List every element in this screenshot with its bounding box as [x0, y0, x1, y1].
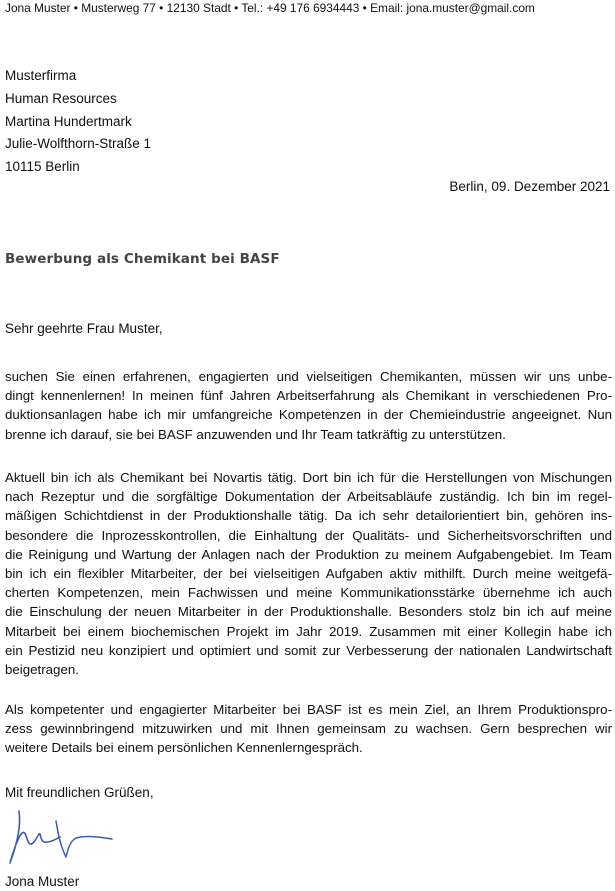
- recipient-company: Musterfirma: [5, 68, 77, 83]
- signer-name: Jona Muster: [5, 874, 80, 889]
- text-line: die Einschulung der neuen Mitarbeiter in der Produktionshalle. Besonders stolz bin ich auf meine: [5, 604, 612, 620]
- subject-line: Bewerbung als Chemikant bei BASF: [5, 251, 280, 267]
- recipient-address: [5, 65, 151, 179]
- salutation: Sehr geehrte Frau Muster,: [5, 321, 163, 336]
- text-line: Als kompetenter und engagierter Mitarbeiter bei BASF ist es mein Ziel, an Ihrem Produktionspro-: [5, 702, 612, 717]
- paragraph-motivation: [5, 700, 612, 758]
- text-line: cherten Kompetenzen, mein Fachwissen und meine Kommunikationsstärke übernehme ich auch: [5, 585, 612, 601]
- text-line: bin ich ein flexibler Mitarbeiter, der bei vielseitigen Aufgaben aktiv mithilft. Durch meine weitgefä-: [5, 566, 612, 582]
- recipient-name: Martina Hundertmark: [5, 113, 132, 129]
- text-line: beigetragen.: [5, 662, 79, 678]
- text-line: Aktuell bin ich als Chemikant bei Novartis tätig. Dort bin ich für die Herstellungen von Mischungen: [5, 470, 612, 485]
- sender-contact-line: Jona Muster • Musterweg 77 • 12130 Stadt • Tel.: +49 176 6934443 • Email: jona.muster@gmail.com: [5, 1, 535, 15]
- text-line: brenne ich darauf, sie bei BASF anzuwenden und Ihr Team tatkräftig zu unterstützen.: [5, 426, 506, 442]
- recipient-city: 10115 Berlin: [5, 159, 80, 175]
- text-line: Mitarbeit bei einem biochemischen Projekt im Jahr 2019. Zusammen mit einer Kollegin habe ich: [5, 623, 612, 639]
- text-line: duktionsanlagen habe ich mir umfangreiche Kompetenzen in der Chemieindustrie angeeignet. Nun: [5, 407, 612, 423]
- text-line: zess gewinnbringend mitzuwirken und mit Ihnen gemeinsam zu wachsen. Gern besprechen wir: [5, 721, 612, 737]
- text-line: besondere die Inprozesskontrollen, die Einhaltung der Qualitäts- und Sicherheitsvorschriften und: [5, 527, 612, 543]
- text-line: weitere Details bei einem persönlichen Kennenlerngespräch.: [5, 740, 363, 756]
- recipient-department: Human Resources: [5, 90, 117, 106]
- recipient-street: Julie-Wolfthorn-Straße 1: [5, 136, 152, 152]
- text-line: mäßigen Schichtdienst in der Produktionshalle tätig. Da ich sehr detailorientiert bin, gehören ins-: [5, 508, 612, 524]
- text-line: ein Pestizid neu konzipiert und optimiert und somit zur Verbesserung der nationalen Landwirtschaft: [5, 642, 612, 658]
- handwritten-signature: [4, 803, 116, 869]
- text-line: die Reinigung und Wartung der Anlagen nach der Produktion zu meinem Aufgabengebiet. Im Team: [5, 546, 612, 562]
- text-line: dingt kennenlernen! In meinen fünf Jahren Arbeitserfahrung als Chemikant in verschiedenen Pro-: [5, 388, 612, 404]
- paragraph-experience: [5, 468, 612, 679]
- letter-date: Berlin, 09. Dezember 2021: [449, 179, 610, 194]
- paragraph-intro: [5, 367, 612, 444]
- text-line: suchen Sie einen erfahrenen, engagierten und vielseitigen Chemikanten, müssen wir uns unbe-: [5, 369, 612, 384]
- text-line: nach Rezeptur und die sorgfältige Dokumentation der Arbeitsabläufe zuständig. Ich bin im regel-: [5, 489, 612, 505]
- closing-phrase: Mit freundlichen Grüßen,: [5, 785, 154, 800]
